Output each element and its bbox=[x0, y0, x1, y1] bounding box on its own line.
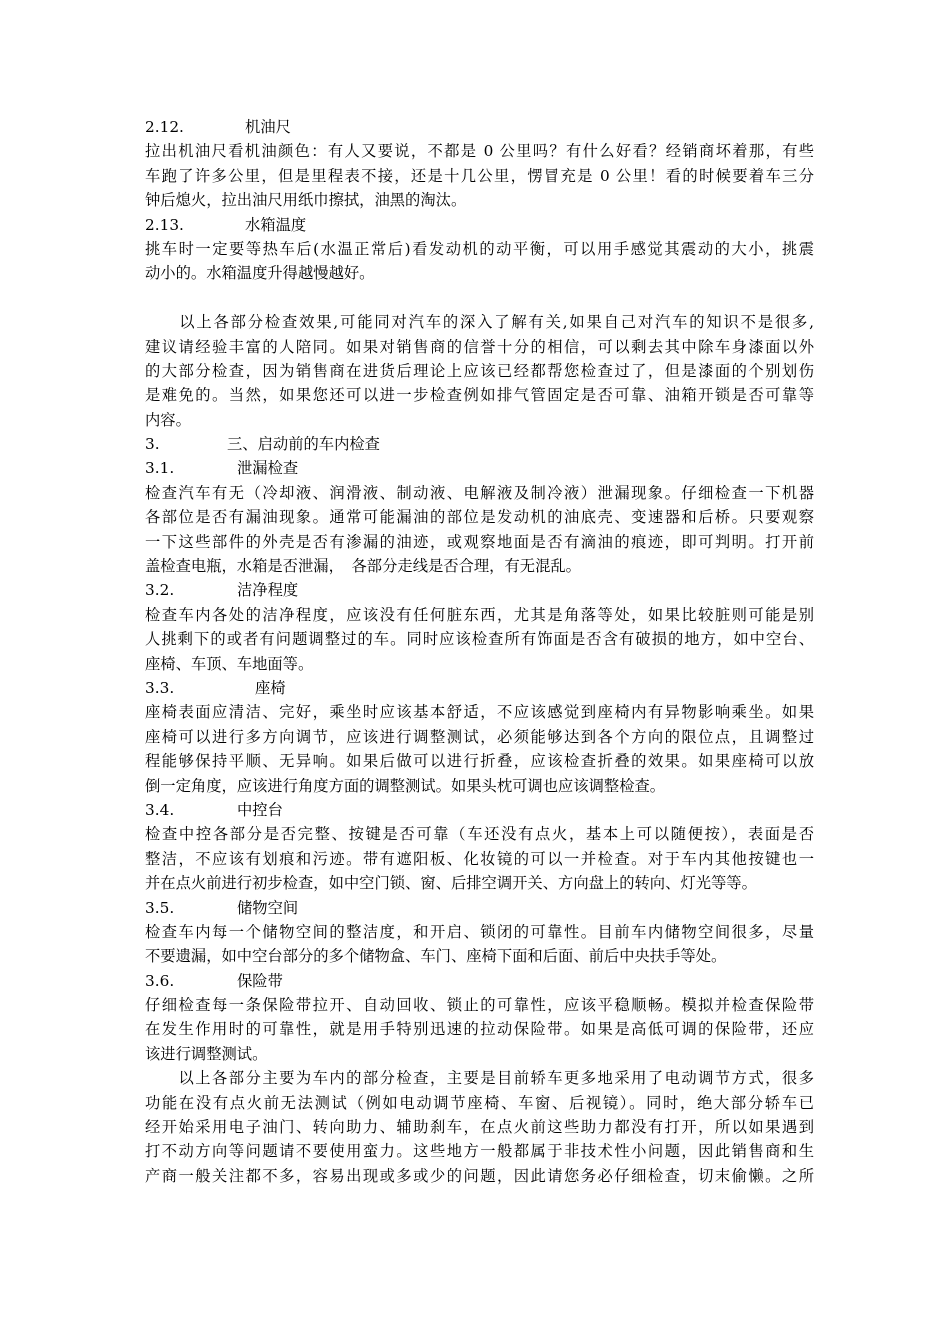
section-number: 2.12. bbox=[145, 118, 184, 136]
section-number: 3.2. bbox=[145, 581, 175, 600]
text-line: 动小的。水箱温度升得越慢越好。 bbox=[145, 264, 375, 283]
section-title: 座椅 bbox=[255, 678, 286, 697]
section-title: 中控台 bbox=[237, 800, 283, 819]
text-line: 各部位是否有漏油现象。通常可能漏油的部位是发动机的油底壳、变速器和后桥。只要观察 bbox=[145, 508, 814, 527]
section-title: 泄漏检查 bbox=[237, 459, 299, 478]
text-line: 座椅、车顶、车地面等。 bbox=[145, 654, 314, 673]
paragraph bbox=[145, 310, 814, 432]
text-line: 以上各部分主要为车内的部分检查，主要是目前轿车更多地采用了电动调节方式，很多 bbox=[145, 1069, 814, 1088]
section-title: 储物空间 bbox=[237, 898, 299, 917]
text-line: 以上各部分检查效果,可能同对汽车的深入了解有关,如果自己对汽车的知识不是很多, bbox=[145, 313, 814, 332]
section-number: 3. bbox=[145, 435, 160, 454]
text-line: 检查车内每一个储物空间的整洁度，和开启、锁闭的可靠性。目前车内储物空间很多，尽量 bbox=[145, 922, 814, 941]
section-heading bbox=[145, 213, 814, 237]
section-title: 三、启动前的车内检查 bbox=[227, 435, 380, 454]
paragraph bbox=[145, 237, 814, 286]
section-heading bbox=[145, 456, 814, 480]
text-line: 的大部分检查，因为销售商在进货后理论上应该已经都帮您检查过了，但是漆面的个别划伤 bbox=[145, 361, 814, 380]
section-heading bbox=[145, 676, 814, 700]
text-line: 检查车内各处的洁净程度，应该没有任何脏东西，尤其是角落等处，如果比较脏则可能是别 bbox=[145, 605, 814, 624]
text-line: 内容。 bbox=[145, 410, 191, 429]
section-title: 水箱温度 bbox=[245, 215, 307, 234]
section-number: 2.13. bbox=[145, 215, 184, 234]
text-line: 座椅表面应清洁、完好，乘坐时应该基本舒适，不应该感觉到座椅内有异物影响乘坐。如果 bbox=[145, 703, 814, 722]
text-line: 挑车时一定要等热车后(水温正常后)看发动机的动平衡，可以用手感觉其震动的大小，挑震 bbox=[145, 239, 814, 258]
text-line: 经开始采用电子油门、转向助力、辅助刹车，在点火前这些助力都没有打开，所以如果遇到 bbox=[145, 1118, 814, 1137]
text-line: 产商一般关注都不多，容易出现或多或少的问题，因此请您务必仔细检查，切末偷懒。之所 bbox=[145, 1166, 814, 1185]
text-line: 检查汽车有无（冷却液、润滑液、制动液、电解液及制冷液）泄漏现象。仔细检查一下机器 bbox=[145, 483, 814, 502]
text-line: 建议请经验丰富的人陪同。如果对销售商的信誉十分的相信，可以剩去其中除车身漆面以外 bbox=[145, 337, 814, 356]
text-line: 钟后熄火，拉出油尺用纸巾擦拭，油黑的淘汰。 bbox=[145, 191, 467, 210]
section-number: 3.3. bbox=[145, 678, 175, 697]
text-line: 座椅可以进行多方向调节，应该进行调整测试，必须能够达到各个方向的限位点，且调整过 bbox=[145, 727, 814, 746]
section-heading bbox=[145, 798, 814, 822]
text-line: 是难免的。当然，如果您还可以进一步检查例如排气管固定是否可靠、油箱开锁是否可靠等 bbox=[145, 386, 814, 405]
text-line: 程能够保持平顺、无异响。如果后做可以进行折叠，应该检查折叠的效果。如果座椅可以放 bbox=[145, 752, 814, 771]
text-line: 功能在没有点火前无法测试（例如电动调节座椅、车窗、后视镜）。同时，绝大部分轿车已 bbox=[145, 1093, 814, 1112]
section-number: 3.5. bbox=[145, 898, 175, 917]
paragraph bbox=[145, 139, 814, 212]
paragraph bbox=[145, 481, 814, 579]
section-title: 洁净程度 bbox=[237, 581, 299, 600]
text-line: 在发生作用时的可靠性，就是用手特别迅速的拉动保险带。如果是高低可调的保险带，还应 bbox=[145, 1020, 814, 1039]
section-title: 机油尺 bbox=[245, 118, 291, 136]
paragraph bbox=[145, 1066, 814, 1188]
text-line: 拉出机油尺看机油颜色：有人又要说，不都是 0 公里吗？有什么好看？经销商坏着那，有些 bbox=[145, 142, 814, 161]
section-heading bbox=[145, 969, 814, 993]
paragraph bbox=[145, 920, 814, 969]
section-heading bbox=[145, 115, 814, 139]
text-line: 检查中控各部分是否完整、按键是否可靠（车还没有点火，基本上可以随便按），表面是否 bbox=[145, 825, 814, 844]
text-line: 不要遗漏，如中空台部分的多个储物盒、车门、座椅下面和后面、前后中央扶手等处。 bbox=[145, 947, 727, 966]
text-line: 整洁，不应该有划痕和污迹。带有遮阳板、化妆镜的可以一并检查。对于车内其他按键也一 bbox=[145, 849, 814, 868]
text-line: 倒一定角度，应该进行角度方面的调整测试。如果头枕可调也应该调整检查。 bbox=[145, 776, 666, 795]
section-number: 3.1. bbox=[145, 459, 175, 478]
text-line: 车跑了许多公里，但是里程表不接，还是十几公里，愣冒充是 0 公里！看的时候要着车三分 bbox=[145, 166, 814, 185]
section-heading bbox=[145, 578, 814, 602]
text-line: 盖检查电瓶，水箱是否泄漏， 各部分走线是否合理，有无混乱。 bbox=[145, 557, 581, 576]
text-line: 打不动方向等问题请不要使用蛮力。这些地方一般都属于非技术性小问题，因此销售商和生 bbox=[145, 1142, 814, 1161]
text-line: 仔细检查每一条保险带拉开、自动回收、锁止的可靠性，应该平稳顺畅。模拟并检查保险带 bbox=[145, 996, 814, 1015]
text-line: 并在点火前进行初步检查，如中空门锁、窗、后排空调开关、方向盘上的转向、灯光等等。 bbox=[145, 874, 757, 893]
section-title: 保险带 bbox=[237, 971, 283, 990]
paragraph bbox=[145, 993, 814, 1066]
paragraph bbox=[145, 822, 814, 895]
section-number: 3.4. bbox=[145, 800, 175, 819]
paragraph bbox=[145, 603, 814, 676]
section-heading bbox=[145, 432, 814, 456]
text-line: 一下这些部件的外壳是否有渗漏的油迹，或观察地面是否有滴油的痕迹，即可判明。打开前 bbox=[145, 532, 814, 551]
section-heading bbox=[145, 896, 814, 920]
section-number: 3.6. bbox=[145, 971, 175, 990]
text-line: 该进行调整测试。 bbox=[145, 1044, 268, 1063]
paragraph bbox=[145, 700, 814, 798]
paragraph-spacer bbox=[145, 286, 814, 310]
text-line: 人挑剩下的或者有问题调整过的车。同时应该检查所有饰面是否含有破损的地方，如中空台、 bbox=[145, 630, 814, 649]
